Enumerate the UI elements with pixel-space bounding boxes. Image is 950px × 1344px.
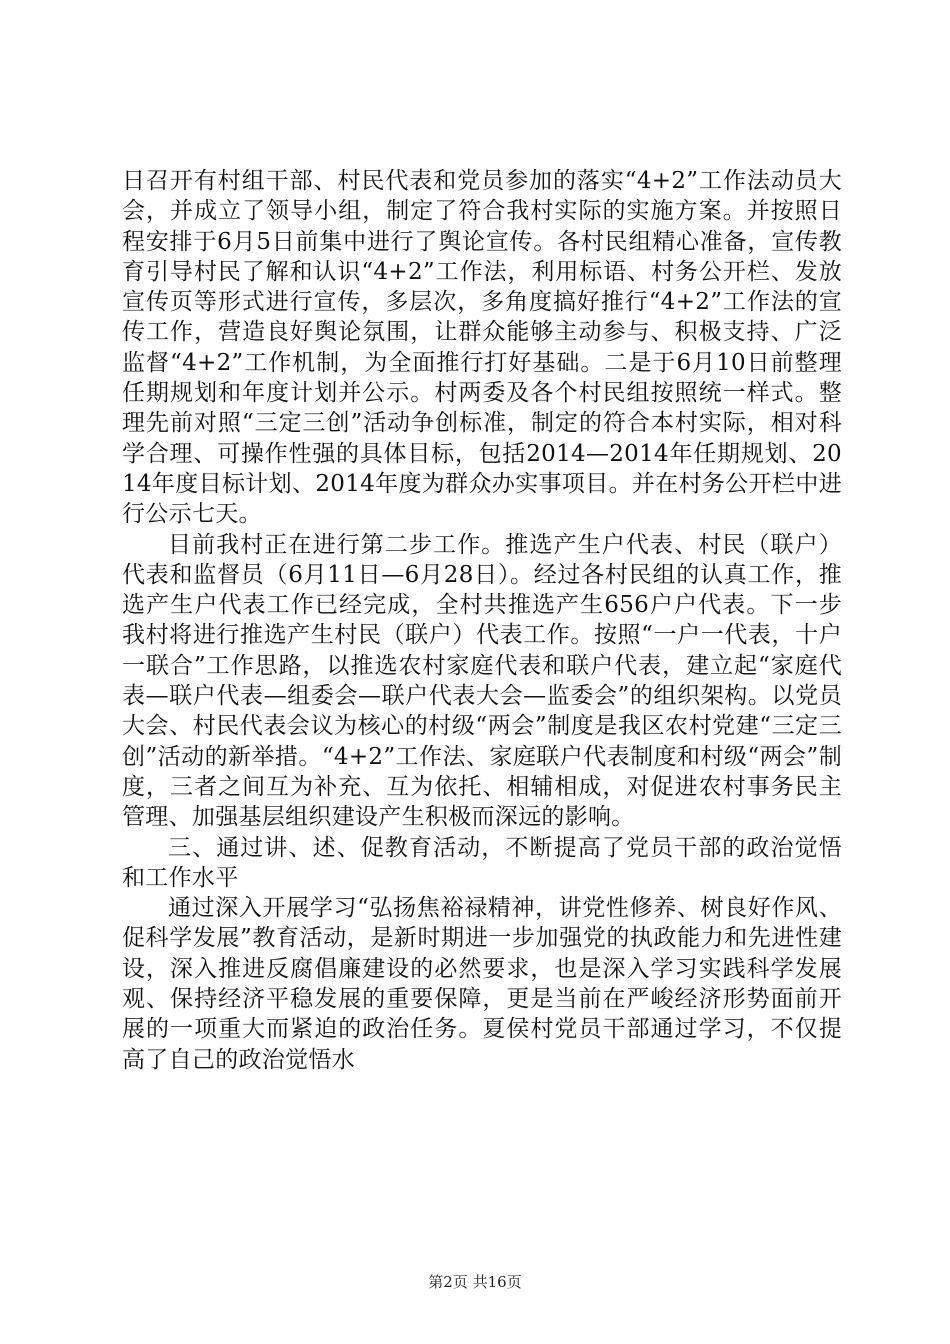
paragraph-4: 通过深入开展学习“弘扬焦裕禄精神，讲党性修养、树良好作风、促科学发展”教育活动，是新时期进一步加强党的执政能力和先进性建设，深入推进反腐倡廉建设的必然要求，也是深入学习实践科学发展观、保持经济平稳发展的重要保障，更是当前在严峻经济形势面前开展的一项重大而紧迫的政治任务。夏侯村党员干部通过学习，不仅提高了自己的政治觉悟水	[122, 895, 842, 1073]
paragraph-1: 日召开有村组干部、村民代表和党员参加的落实“4+2”工作法动员大会，并成立了领导小组，制定了符合我村实际的实施方案。并按照日程安排于6月5日前集中进行了舆论宣传。各村民组精心准备，宣传教育引导村民了解和认识“4+2”工作法，利用标语、村务公开栏、发放宣传页等形式进行宣传，多层次，多角度搞好推行“4+2”工作法的宣传工作，营造良好舆论氛围，让群众能够主动参与、积极支持、广泛监督“4+2”工作机制，为全面推行打好基础。二是于6月10日前整理任期规划和年度计划并公示。村两委及各个村民组按照统一样式。整理先前对照“三定三创”活动争创标准，制定的符合本村实际，相对科学合理、可操作性强的具体目标，包括2014—2014年任期规划、2014年度目标计划、2014年度为群众办实事项目。并在村务公开栏中进行公示七天。	[122, 168, 842, 528]
page-number-footer: 第2页 共16页	[428, 1273, 522, 1291]
paragraph-2: 目前我村正在进行第二步工作。推选产生户代表、村民（联户）代表和监督员（6月11日—6月28日）。经过各村民组的认真工作，推选产生户代表工作已经完成，全村共推选产生656户户代表。下一步我村将进行推选产生村民（联户）代表工作。按照“一户一代表，十户一联合”工作思路，以推选农村家庭代表和联户代表，建立起“家庭代表—联户代表—组委会—联户代表大会—监委会”的组织架构。以党员大会、村民代表会议为核心的村级“两会”制度是我区农村党建“三定三创”活动的新举措。“4+2”工作法、家庭联户代表制度和村级“两会”制度，三者之间互为补充、互为依托、相辅相成，对促进农村事务民主管理、加强基层组织建设产生积极而深远的影响。	[122, 531, 842, 831]
document-body	[122, 166, 842, 1075]
section-heading-3: 三、通过讲、述、促教育活动，不断提高了党员干部的政治觉悟和工作水平	[122, 834, 842, 891]
